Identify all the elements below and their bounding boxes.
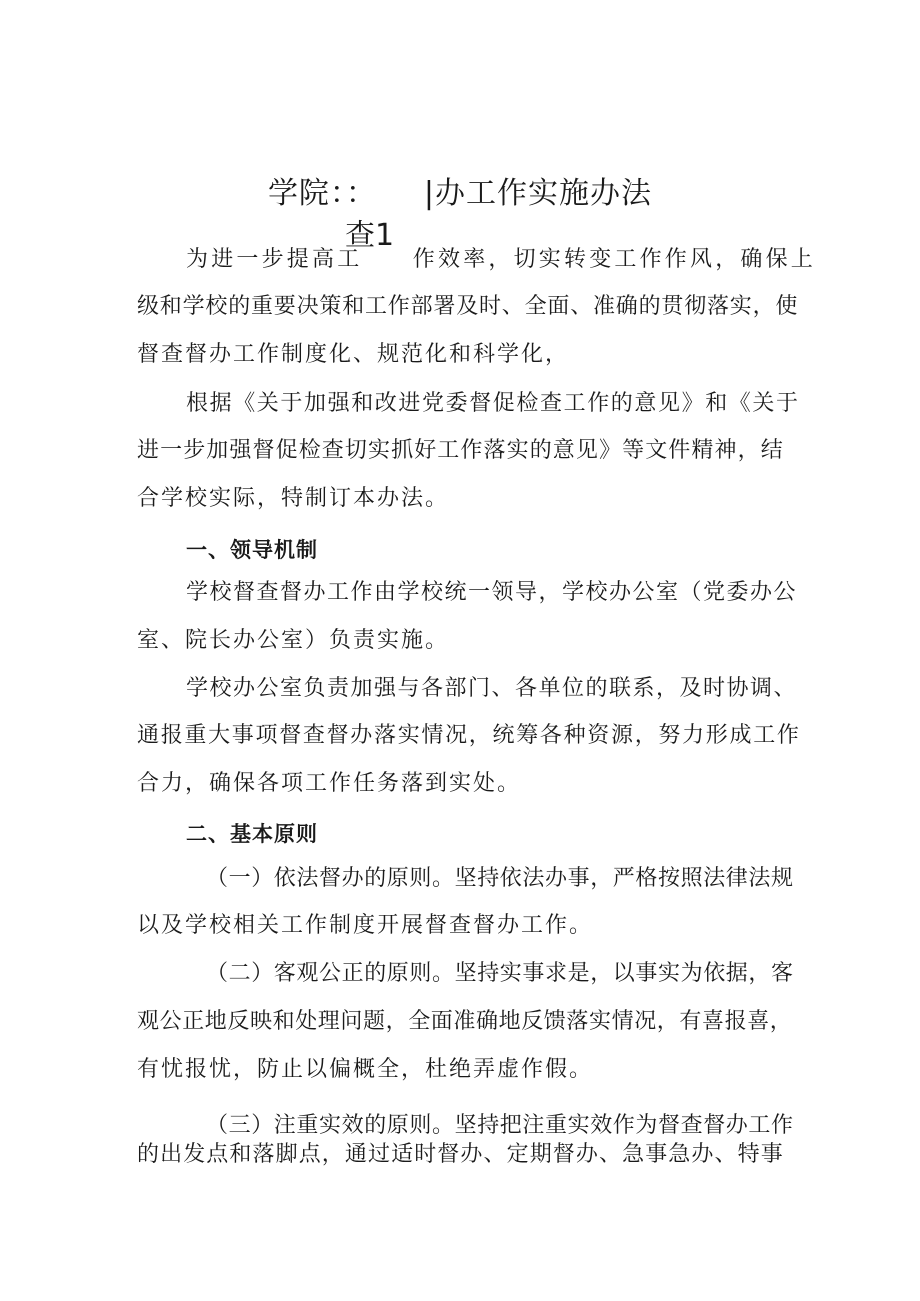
body-line: 的出发点和落脚点，通过适时督办、定期督办、急事急办、特事 <box>137 1142 784 1167</box>
document-title: 学院：： |办工作实施办法 <box>267 176 653 211</box>
body-line: 观公正地反映和处理问题，全面准确地反馈落实情况，有喜报喜， <box>137 1009 793 1034</box>
body-line: 学校办公室负责加强与各部门、各单位的联系，及时协调、 <box>186 676 798 701</box>
body-line: 有忧报忧，防止以偏概全，杜绝弄虚作假。 <box>137 1057 594 1082</box>
body-line: 通报重大事项督查督办落实情况，统筹各种资源，努力形成工作 <box>137 723 801 748</box>
body-line: （三）注重实效的原则。坚持把注重实效作为督查督办工作 <box>206 1113 794 1138</box>
section-heading: 一、领导机制 <box>186 538 318 562</box>
document-subtitle: 查1 <box>345 218 395 253</box>
body-line: （二）客观公正的原则。坚持实事求是，以事实为依据，客 <box>206 961 794 986</box>
body-line: 根据《关于加强和改进党委督促检查工作的意见》和《关于 <box>186 391 800 416</box>
body-line: 进一步加强督促检查切实抓好工作落实的意见》等文件精神，结 <box>137 438 784 463</box>
section-heading: 二、基本原则 <box>186 822 318 846</box>
body-line: （一）依法督办的原则。坚持依法办事，严格按照法律法规 <box>206 866 794 891</box>
body-line: 督查督办工作制度化、规范化和科学化， <box>137 342 570 367</box>
body-line: 为进一步提高工 作效率，切实转变工作作风，确保上 <box>186 247 817 272</box>
body-line: 级和学校的重要决策和工作部署及时、全面、准确的贯彻落实，使 <box>137 294 799 319</box>
body-line: 以及学校相关工作制度开展督查督办工作。 <box>137 913 594 938</box>
body-line: 室、院长办公室）负责实施。 <box>137 628 450 653</box>
body-line: 合学校实际，特制订本办法。 <box>137 486 450 511</box>
body-line: 合力，确保各项工作任务落到实处。 <box>137 771 522 796</box>
body-line: 学校督查督办工作由学校统一领导，学校办公室（党委办公 <box>186 580 798 605</box>
